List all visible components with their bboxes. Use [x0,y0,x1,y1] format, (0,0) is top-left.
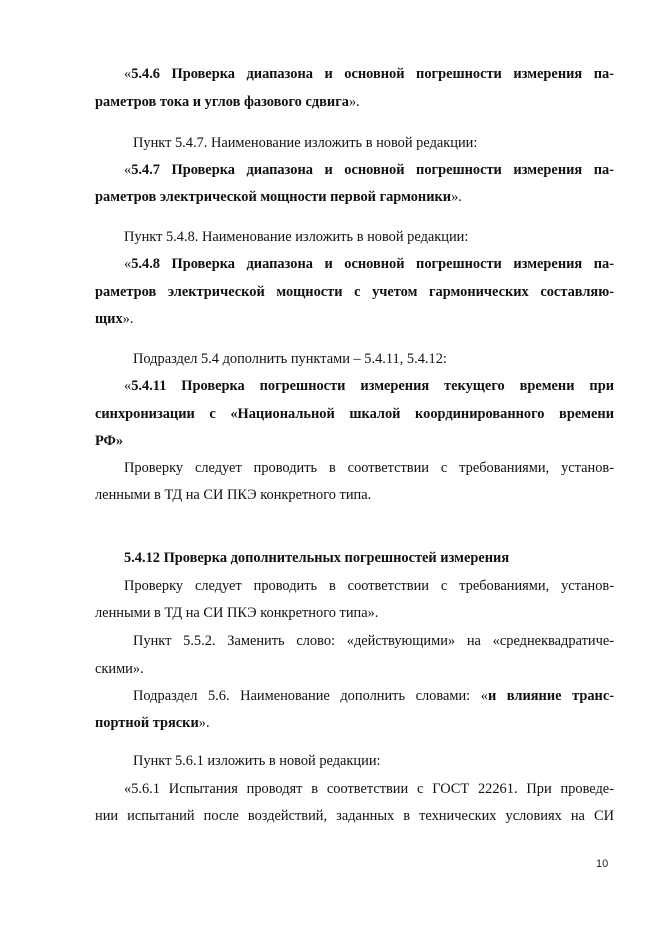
para-5-4-11-line1: Проверку следует проводить в соответствии с требованиями, установ- [124,460,614,476]
para-5-4-7-intro: Пункт 5.4.7. Наименование изложить в новой редакции: [133,135,478,151]
heading-5-4-8-line3: щих». [95,311,134,327]
heading-5-4-7-line2: раметров электрической мощности первой гармоники». [95,189,462,205]
para-5-6-1-intro: Пункт 5.6.1 изложить в новой редакции: [133,753,381,769]
para-5-5-2-line1: Пункт 5.5.2. Заменить слово: «действующими» на «среднеквадратиче- [133,633,614,649]
para-5-4-12-line2: ленными в ТД на СИ ПКЭ конкретного типа». [95,605,379,621]
para-5-6-1-line2: нии испытаний после воздействий, заданных в технических условиях на СИ [95,808,614,824]
heading-5-4-12: 5.4.12 Проверка дополнительных погрешностей измерения [124,550,510,566]
page-number: 10 [596,858,609,870]
heading-5-4-6-line1: «5.4.6 Проверка диапазона и основной погрешности измерения па- [124,66,614,82]
para-5-4-12-line1: Проверку следует проводить в соответствии с требованиями, установ- [124,578,614,594]
heading-5-4-6-line2: раметров тока и углов фазового сдвига». [95,94,360,110]
para-5-4-11-line2: ленными в ТД на СИ ПКЭ конкретного типа. [95,487,372,503]
heading-5-4-11-line2: синхронизации с «Национальной шкалой координированного времени [95,406,614,422]
heading-5-4-8-line1: «5.4.8 Проверка диапазона и основной погрешности измерения па- [124,256,614,272]
para-5-6-1-line1: «5.6.1 Испытания проводят в соответствии с ГОСТ 22261. При проведе- [124,781,614,797]
para-5-6-line2: портной тряски». [95,715,210,731]
para-5-5-2-line2: скими». [95,661,144,677]
heading-5-4-7-line1: «5.4.7 Проверка диапазона и основной погрешности измерения па- [124,162,614,178]
heading-5-4-8-line2: раметров электрической мощности с учетом гармонических составляю- [95,284,614,300]
para-5-6-line1: Подраздел 5.6. Наименование дополнить словами: «и влияние транс- [133,688,614,704]
para-5-4-additions: Подраздел 5.4 дополнить пунктами – 5.4.11, 5.4.12: [133,351,447,367]
heading-5-4-11-line3: РФ» [95,433,124,449]
para-5-4-8-intro: Пункт 5.4.8. Наименование изложить в новой редакции: [124,229,469,245]
heading-5-4-11-line1: «5.4.11 Проверка погрешности измерения текущего времени при [124,378,614,394]
